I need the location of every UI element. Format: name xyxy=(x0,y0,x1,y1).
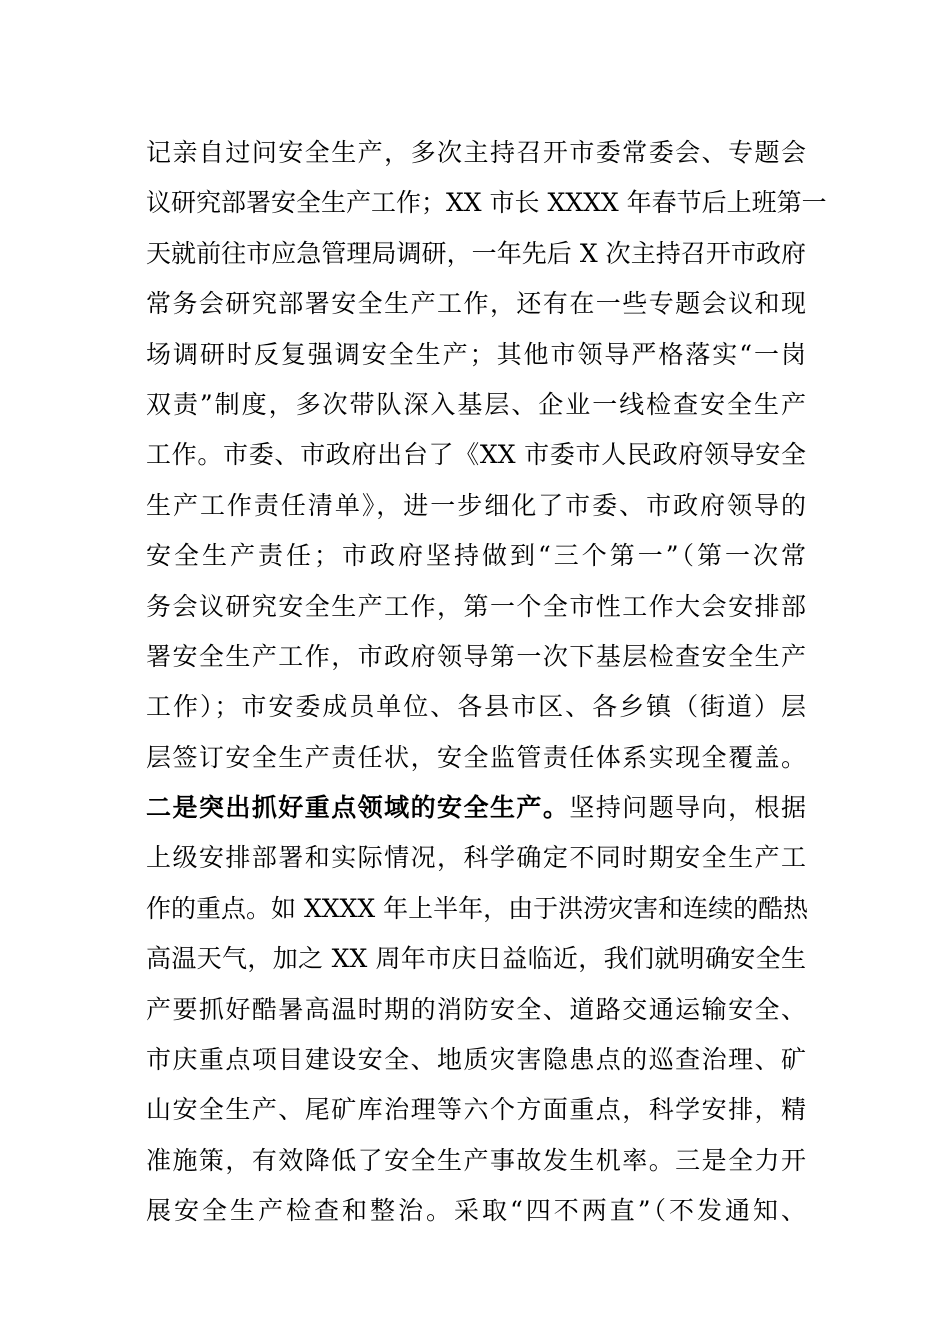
text-line: 署安全生产工作，市政府领导第一次下基层检查安全生产 xyxy=(146,641,806,671)
text-line: 常务会研究部署安全生产工作，还有在一些专题会议和现 xyxy=(146,289,806,319)
text-line: 议研究部署安全生产工作；XX 市长 XXXX 年春节后上班第一 xyxy=(146,188,827,218)
text-line: 生产工作责任清单》，进一步细化了市委、市政府领导的 xyxy=(146,490,806,520)
text-line: 安全生产责任；市政府坚持做到“三个第一”（第一次常 xyxy=(146,541,806,571)
text-line: 作的重点。如 XXXX 年上半年，由于洪涝灾害和连续的酷热 xyxy=(146,893,809,923)
text-line: 天就前往市应急管理局调研，一年先后 X 次主持召开市政府 xyxy=(146,238,806,268)
text-line: 务会议研究安全生产工作，第一个全市性工作大会安排部 xyxy=(146,591,806,621)
text-line: 场调研时反复强调安全生产；其他市领导严格落实“一岗 xyxy=(146,339,806,369)
section-heading-line xyxy=(146,783,806,833)
section-heading-rest: 坚持问题导向，根据 xyxy=(569,793,806,823)
text-line: 工作。市委、市政府出台了《XX 市委市人民政府领导安全 xyxy=(146,440,806,470)
text-line: 山安全生产、尾矿库治理等六个方面重点，科学安排，精 xyxy=(146,1095,806,1125)
text-line: 展安全生产检查和整治。采取“四不两直”（不发通知、 xyxy=(146,1196,806,1226)
text-line: 高温天气，加之 XX 周年市庆日益临近，我们就明确安全生 xyxy=(146,944,806,974)
text-line: 准施策，有效降低了安全生产事故发生机率。三是全力开 xyxy=(146,1145,806,1175)
text-line: 层签订安全生产责任状，安全监管责任体系实现全覆盖。 xyxy=(146,742,806,772)
text-line: 产要抓好酷暑高温时期的消防安全、道路交通运输安全、 xyxy=(146,994,806,1024)
body-text xyxy=(146,128,827,1237)
text-line: 工作）；市安委成员单位、各县市区、各乡镇（街道）层 xyxy=(146,692,806,722)
text-line: 市庆重点项目建设安全、地质灾害隐患点的巡查治理、矿 xyxy=(146,1045,806,1075)
text-line: 上级安排部署和实际情况，科学确定不同时期安全生产工 xyxy=(146,843,806,873)
text-line: 记亲自过问安全生产，多次主持召开市委常委会、专题会 xyxy=(146,138,806,167)
section-heading-bold: 二是突出抓好重点领域的安全生产。 xyxy=(146,793,570,823)
text-line: 双责”制度，多次带队深入基层、企业一线检查安全生产 xyxy=(146,389,806,419)
